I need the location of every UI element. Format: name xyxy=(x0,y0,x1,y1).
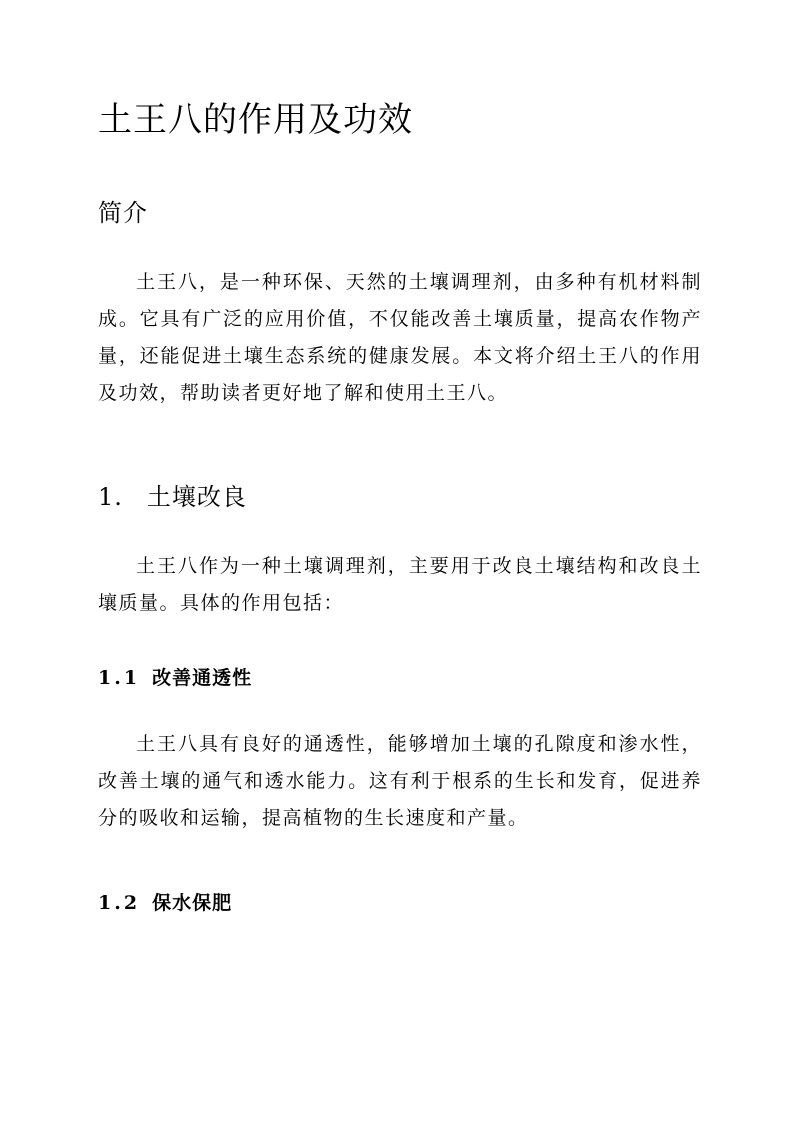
subsection-1-1-title: 改善通透性 xyxy=(152,667,253,689)
subsection-1-2-heading xyxy=(98,889,232,917)
section-1-heading xyxy=(98,480,247,514)
section-1-title: 土壤改良 xyxy=(146,483,247,511)
subsection-1-2-title: 保水保肥 xyxy=(152,892,233,914)
subsection-1-1-heading xyxy=(98,664,252,692)
subsection-1-1-paragraph: 土王八具有良好的通透性，能够增加土壤的孔隙度和渗水性，改善土壤的通气和透水能力。这有利于根系的生长和发育，促进养分的吸收和运输，提高植物的生长速度和产量。 xyxy=(98,733,702,829)
page-title: 土王八的作用及功效 xyxy=(98,100,413,140)
section-1-number: 1. xyxy=(98,483,123,511)
intro-heading: 简介 xyxy=(98,199,148,227)
subsection-1-2-number: 1.2 xyxy=(98,892,141,914)
intro-paragraph: 土王八，是一种环保、天然的土壤调理剂，由多种有机材料制成。它具有广泛的应用价值，不仅能改善土壤质量，提高农作物产量，还能促进土壤生态系统的健康发展。本文将介绍土王八的作用及功效，帮助读者更好地了解和使用土王八。 xyxy=(98,271,702,404)
subsection-1-1-number: 1.1 xyxy=(98,667,141,689)
section-1-paragraph: 土王八作为一种土壤调理剂，主要用于改良土壤结构和改良土壤质量。具体的作用包括： xyxy=(98,555,702,614)
